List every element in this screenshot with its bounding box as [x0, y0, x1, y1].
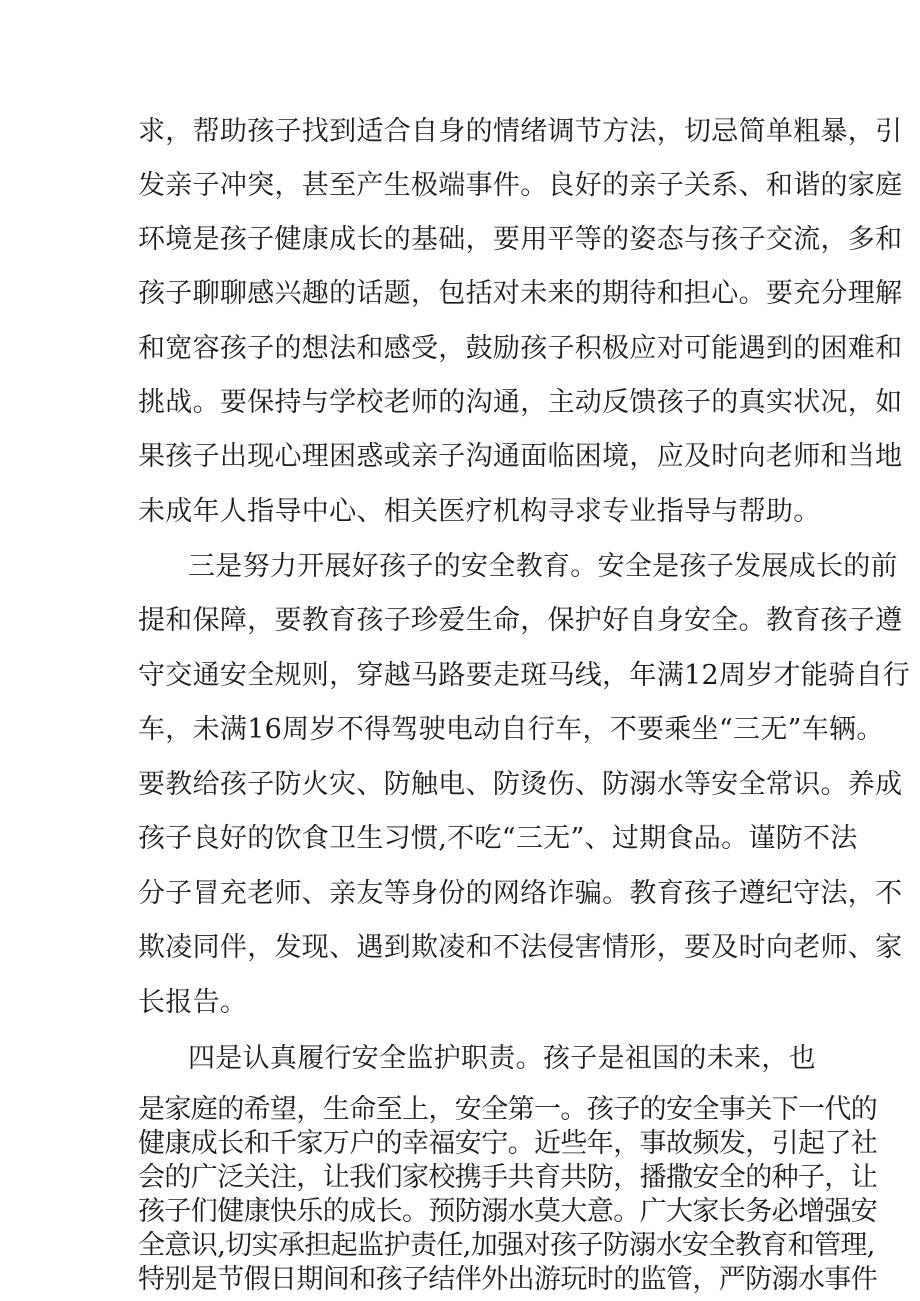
p3-line-1: 四是认真履行安全监护职责。孩子是祖国的未来，也 [188, 1043, 816, 1074]
p4-line-3: 会的广泛关注，让我们家校携手共育共防，播撒安全的种子，让 [138, 1162, 878, 1193]
p2-line-6: 孩子良好的饮食卫生习惯,不吃“三无”、过期食品。谨防不法 [138, 823, 858, 854]
p4-line-2: 健康成长和千家万户的幸福安宁。近些年，事故频发，引起了社 [138, 1128, 878, 1159]
p2-line-1: 三是努力开展好孩子的安全教育。安全是孩子发展成长的前 [188, 551, 898, 582]
p1-line-7: 果孩子出现心理困惑或亲子沟通面临困境，应及时向老师和当地 [138, 441, 903, 472]
p1-line-2: 发亲子冲突，甚至产生极端事件。良好的亲子关系、和谐的家庭 [138, 170, 903, 201]
p2-line-8: 欺凌同伴，发现、遇到欺凌和不法侵害情形，要及时向老师、家 [138, 932, 903, 963]
p2-line-5: 要教给孩子防火灾、防触电、防烫伤、防溺水等安全常识。养成 [138, 769, 903, 800]
p2-line-9: 长报告。 [138, 987, 248, 1018]
p2-line-4: 车，未满16周岁不得驾驶电动自行车，不要乘坐“三无”车辆。 [138, 714, 884, 745]
p4-line-6: 特别是节假日期间和孩子结伴外出游玩时的监管，严防溺水事件 [138, 1264, 878, 1295]
p1-line-1: 求，帮助孩子找到适合自身的情绪调节方法，切忌简单粗暴，引 [138, 116, 903, 147]
p1-line-8: 未成年人指导中心、相关医疗机构寻求专业指导与帮助。 [138, 496, 821, 527]
p1-line-5: 和宽容孩子的想法和感受，鼓励孩子积极应对可能遇到的困难和 [138, 333, 903, 364]
p2-line-2: 提和保障，要教育孩子珍爱生命，保护好自身安全。教育孩子遵 [138, 605, 903, 636]
p4-line-5: 全意识,切实承担起监护责任,加强对孩子防溺水安全教育和管理, [138, 1230, 875, 1261]
p2-line-3: 守交通安全规则，穿越马路要走斑马线，年满12周岁才能骑自行 [138, 660, 911, 691]
p2-line-7: 分子冒充老师、亲友等身份的网络诈骗。教育孩子遵纪守法，不 [138, 878, 903, 909]
p1-line-3: 环境是孩子健康成长的基础，要用平等的姿态与孩子交流，多和 [138, 224, 903, 255]
p1-line-4: 孩子聊聊感兴趣的话题，包括对未来的期待和担心。要充分理解 [138, 278, 903, 309]
p4-line-1: 是家庭的希望，生命至上，安全第一。孩子的安全事关下一代的 [138, 1094, 878, 1125]
p1-line-6: 挑战。要保持与学校老师的沟通，主动反馈孩子的真实状况，如 [138, 387, 903, 418]
p4-line-4: 孩子们健康快乐的成长。预防溺水莫大意。广大家长务必增强安 [138, 1196, 878, 1227]
